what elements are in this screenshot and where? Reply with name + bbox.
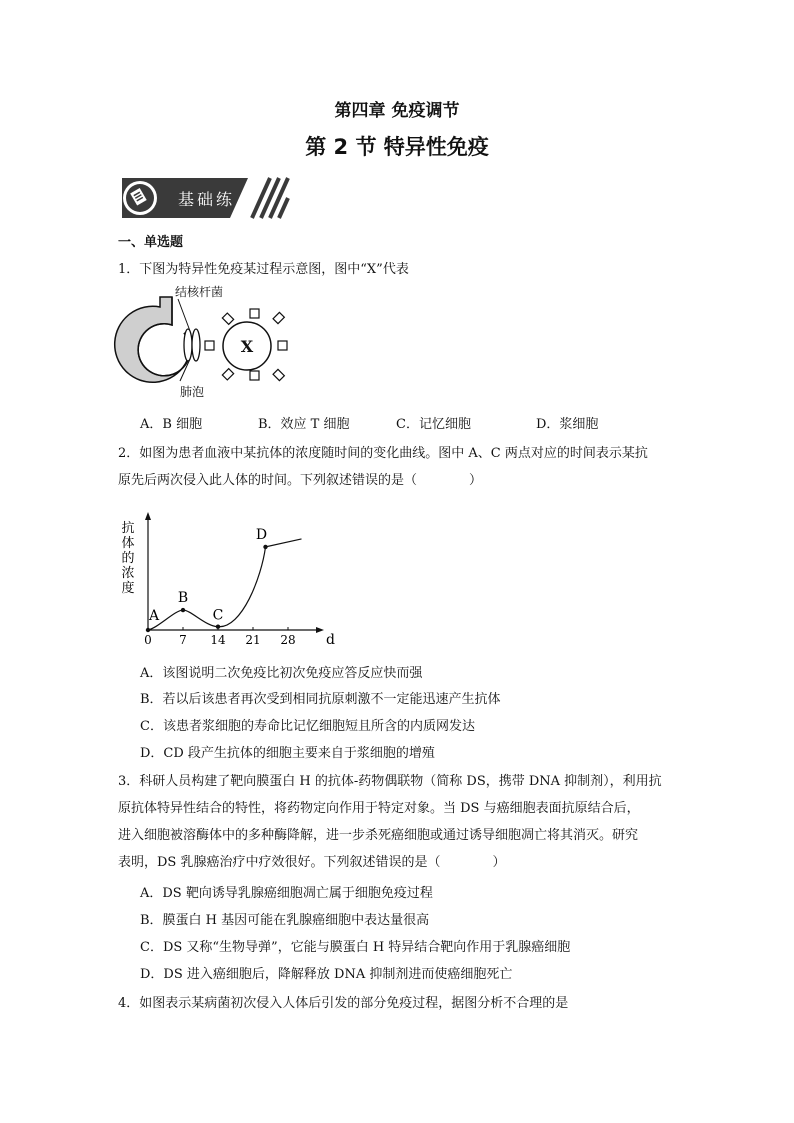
q1-option-a[interactable]: A．B 细胞 (140, 417, 203, 432)
x-tick-label: 28 (280, 633, 296, 647)
q1-option-c[interactable]: C．记忆细胞 (396, 417, 471, 432)
data-point-c (216, 624, 220, 628)
q3-option-d[interactable]: D．DS 进入癌细胞后，降解释放 DNA 抑制剂进而使癌细胞死亡 (140, 967, 513, 982)
q1-stem: 1．下图为特异性免疫某过程示意图，图中“X”代表 (118, 262, 409, 277)
chapter-title: 第四章 免疫调节 (334, 101, 460, 121)
point-label-c: C (212, 607, 224, 624)
y-axis-label-char: 的 (121, 551, 135, 566)
q2-stem-line1: 2．如图为患者血液中某抗体的浓度随时间的变化曲线。图中 A、C 两点对应的时间表示某抗 (118, 446, 648, 461)
x-tick-label: 7 (179, 633, 187, 647)
antibody-chart-svg (118, 512, 335, 652)
point-label-a: A (148, 608, 160, 624)
y-axis-label-char: 度 (121, 581, 135, 596)
q2-option-b[interactable]: B．若以后该患者再次受到相同抗原刺激不一定能迅速产生抗体 (140, 692, 501, 707)
q3-option-a[interactable]: A．DS 靶向诱导乳腺癌细胞凋亡属于细胞免疫过程 (140, 886, 433, 901)
x-tick-label: 21 (245, 633, 261, 647)
q1-figure (120, 285, 290, 410)
bacteria-label: 结核杆菌 (175, 285, 224, 299)
x-axis-label: d (326, 632, 335, 648)
q3-stem-line1: 3．科研人员构建了靶向膜蛋白 H 的抗体-药物偶联物（简称 DS，携带 DNA 抑制剂），利用抗 (118, 774, 662, 789)
q1-option-b[interactable]: B．效应 T 细胞 (258, 417, 350, 432)
q2-option-d[interactable]: D．CD 段产生抗体的细胞主要来自于浆细胞的增殖 (140, 746, 435, 761)
banner-label: 基础练 (178, 190, 236, 209)
q4-stem: 4．如图表示某病菌初次侵入人体后引发的部分免疫过程，据图分析不合理的是 (118, 996, 569, 1011)
antibody-curve (148, 539, 302, 630)
part-heading: 一、单选题 (118, 235, 184, 250)
y-axis-label-char: 浓 (121, 566, 135, 581)
x-axis-arrow (316, 627, 324, 633)
y-axis-label-char: 体 (121, 536, 135, 551)
alveolus-label: 肺泡 (180, 385, 205, 399)
q1-options (140, 415, 700, 435)
q1-option-d[interactable]: D．浆细胞 (536, 417, 599, 432)
y-axis-label-char: 抗 (121, 521, 135, 536)
x-cell-label: X (240, 337, 254, 356)
x-tick-label: 0 (144, 633, 152, 647)
q3-stem-line3: 进入细胞被溶酶体中的多种酶降解，进一步杀死癌细胞或通过诱导细胞凋亡将其消灭。研究 (118, 828, 639, 843)
section-banner (118, 177, 288, 219)
q3-option-c[interactable]: C．DS 又称“生物导弹”，它能与膜蛋白 H 特异结合靶向作用于乳腺癌细胞 (140, 940, 571, 955)
data-point-a (146, 628, 150, 632)
q3-stem-line4: 表明，DS 乳腺癌治疗中疗效很好。下列叙述错误的是（ ） (118, 855, 506, 870)
data-point-b (181, 608, 185, 612)
point-label-b: B (177, 590, 189, 607)
q3-stem-line2: 原抗体特异性结合的特性，将药物定向作用于特定对象。当 DS 与癌细胞表面抗原结合后， (118, 801, 640, 816)
y-axis-arrow (145, 512, 151, 520)
section-title: 第 2 节 特异性免疫 (305, 135, 489, 159)
q2-stem-line2: 原先后两次侵入此人体的时间。下列叙述错误的是（ ） (118, 473, 483, 488)
q3-option-b[interactable]: B．膜蛋白 H 基因可能在乳腺癌细胞中表达量很高 (140, 913, 430, 928)
q2-chart (118, 512, 335, 652)
q2-option-c[interactable]: C．该患者浆细胞的寿命比记忆细胞短且所含的内质网发达 (140, 719, 475, 734)
x-tick-label: 14 (210, 633, 226, 647)
q2-option-a[interactable]: A．该图说明二次免疫比初次免疫应答反应快而强 (140, 666, 423, 681)
data-point-d (263, 545, 267, 549)
point-label-d: D (255, 526, 268, 543)
